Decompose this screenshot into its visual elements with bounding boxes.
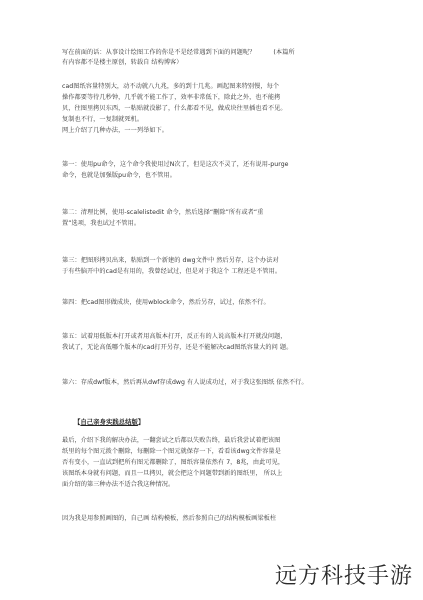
method-5-line: 我试了，无论高低哪个版本的cad打开另存，还是不能解决cad图纸容量大的问 题。 (62, 344, 293, 351)
intro-para-line: 贝，往图里拷贝东西，一粘贴就没影了，什么都看不见，做成块往里插也看不见。 (62, 105, 287, 112)
heading-text: 自己亲身实践总结版 (80, 418, 138, 426)
heading-open-bracket: 【 (74, 418, 81, 426)
final-line: 否有变小，一直试到把所有图元都删除了，图纸容量依然有 7，8兆，由此可见， (62, 459, 285, 466)
final-line: 该图纸本身就有问题，而且一旦拷贝，就会把这个问题带到新的图纸里， 所以上 (62, 470, 283, 477)
intro-question: 写在前面的话：从事设计绘图工作的你是不是经常遇到下面的问题呢？ (62, 49, 256, 56)
method-6-line: 第六：存成dwf版本，然后再从dwf存成dwg 有人说成功过，对于我这张图纸 依然不行。 (62, 379, 308, 386)
method-2-line: 第二：清理比例，使用-scalelistedit 命令，然后选择“删除”所有或者“重 (62, 209, 264, 216)
intro-note: (本篇所 (273, 49, 295, 56)
final-line: 面介绍的第三种办法不适合我这种情况。 (62, 481, 175, 488)
method-1-line: 第一：使用pu命令，这个命令我使用过N次了，但是这次不灵了，还有说用-purge (62, 161, 289, 168)
intro-para-line: cad图纸容量特别大，动不动就八九兆，多的到十几兆。画起图来特别慢，每个 (62, 83, 280, 90)
intro-para-line: 网上介绍了几种办法，一一列举如下。 (62, 127, 169, 134)
intro-line-2: 有内容都不是楼主原创，转载自 结构博客） (62, 59, 183, 66)
intro-para-line: 复制也不行，一复制就死机。 (62, 116, 144, 123)
intro-para-line: 操作都要等待几秒钟，几乎就不能工作了，效率非常低下，除此之外，也不能拷 (62, 94, 281, 101)
method-4-line: 第四：把cad图形做成块，使用wblock命令，然后另存，试过，依然不行。 (62, 299, 270, 306)
closing-line: 因为我是用参照画图的，自己画 结构模板，然后参照自己的结构模板画梁板柱 (62, 515, 277, 522)
method-1-line: 命令，也就是加强版pu命令，也不管用。 (62, 172, 176, 179)
method-5-line: 第五：试着用低版本打开或者用高版本打开，反正有的人说高版本打开就没问题， (62, 333, 287, 340)
final-line: 纸里的每个图元拨个删除，每删除一个图元就保存一下，看看该dwg文件容量是 (62, 448, 281, 455)
method-2-line: 置”选项，我也试过不管用。 (62, 220, 141, 227)
heading-close-bracket: 】 (137, 418, 145, 426)
watermark: 远方科技手游 (274, 564, 413, 589)
method-3-line: 于有些脑开中的cad是有用的，我曾经试过，但是对于我这个 工程还是不管用。 (62, 268, 282, 275)
method-3-line: 第三：把图形拷贝出来，粘贴到一个新建的 dwg文件中 然后另存，这个办法对 (62, 257, 279, 264)
section-heading (74, 417, 144, 427)
final-line: 最后，介绍下我的解决办法，一翻尝试之后都以失败告终，最后我尝试着把该图 (62, 437, 281, 444)
